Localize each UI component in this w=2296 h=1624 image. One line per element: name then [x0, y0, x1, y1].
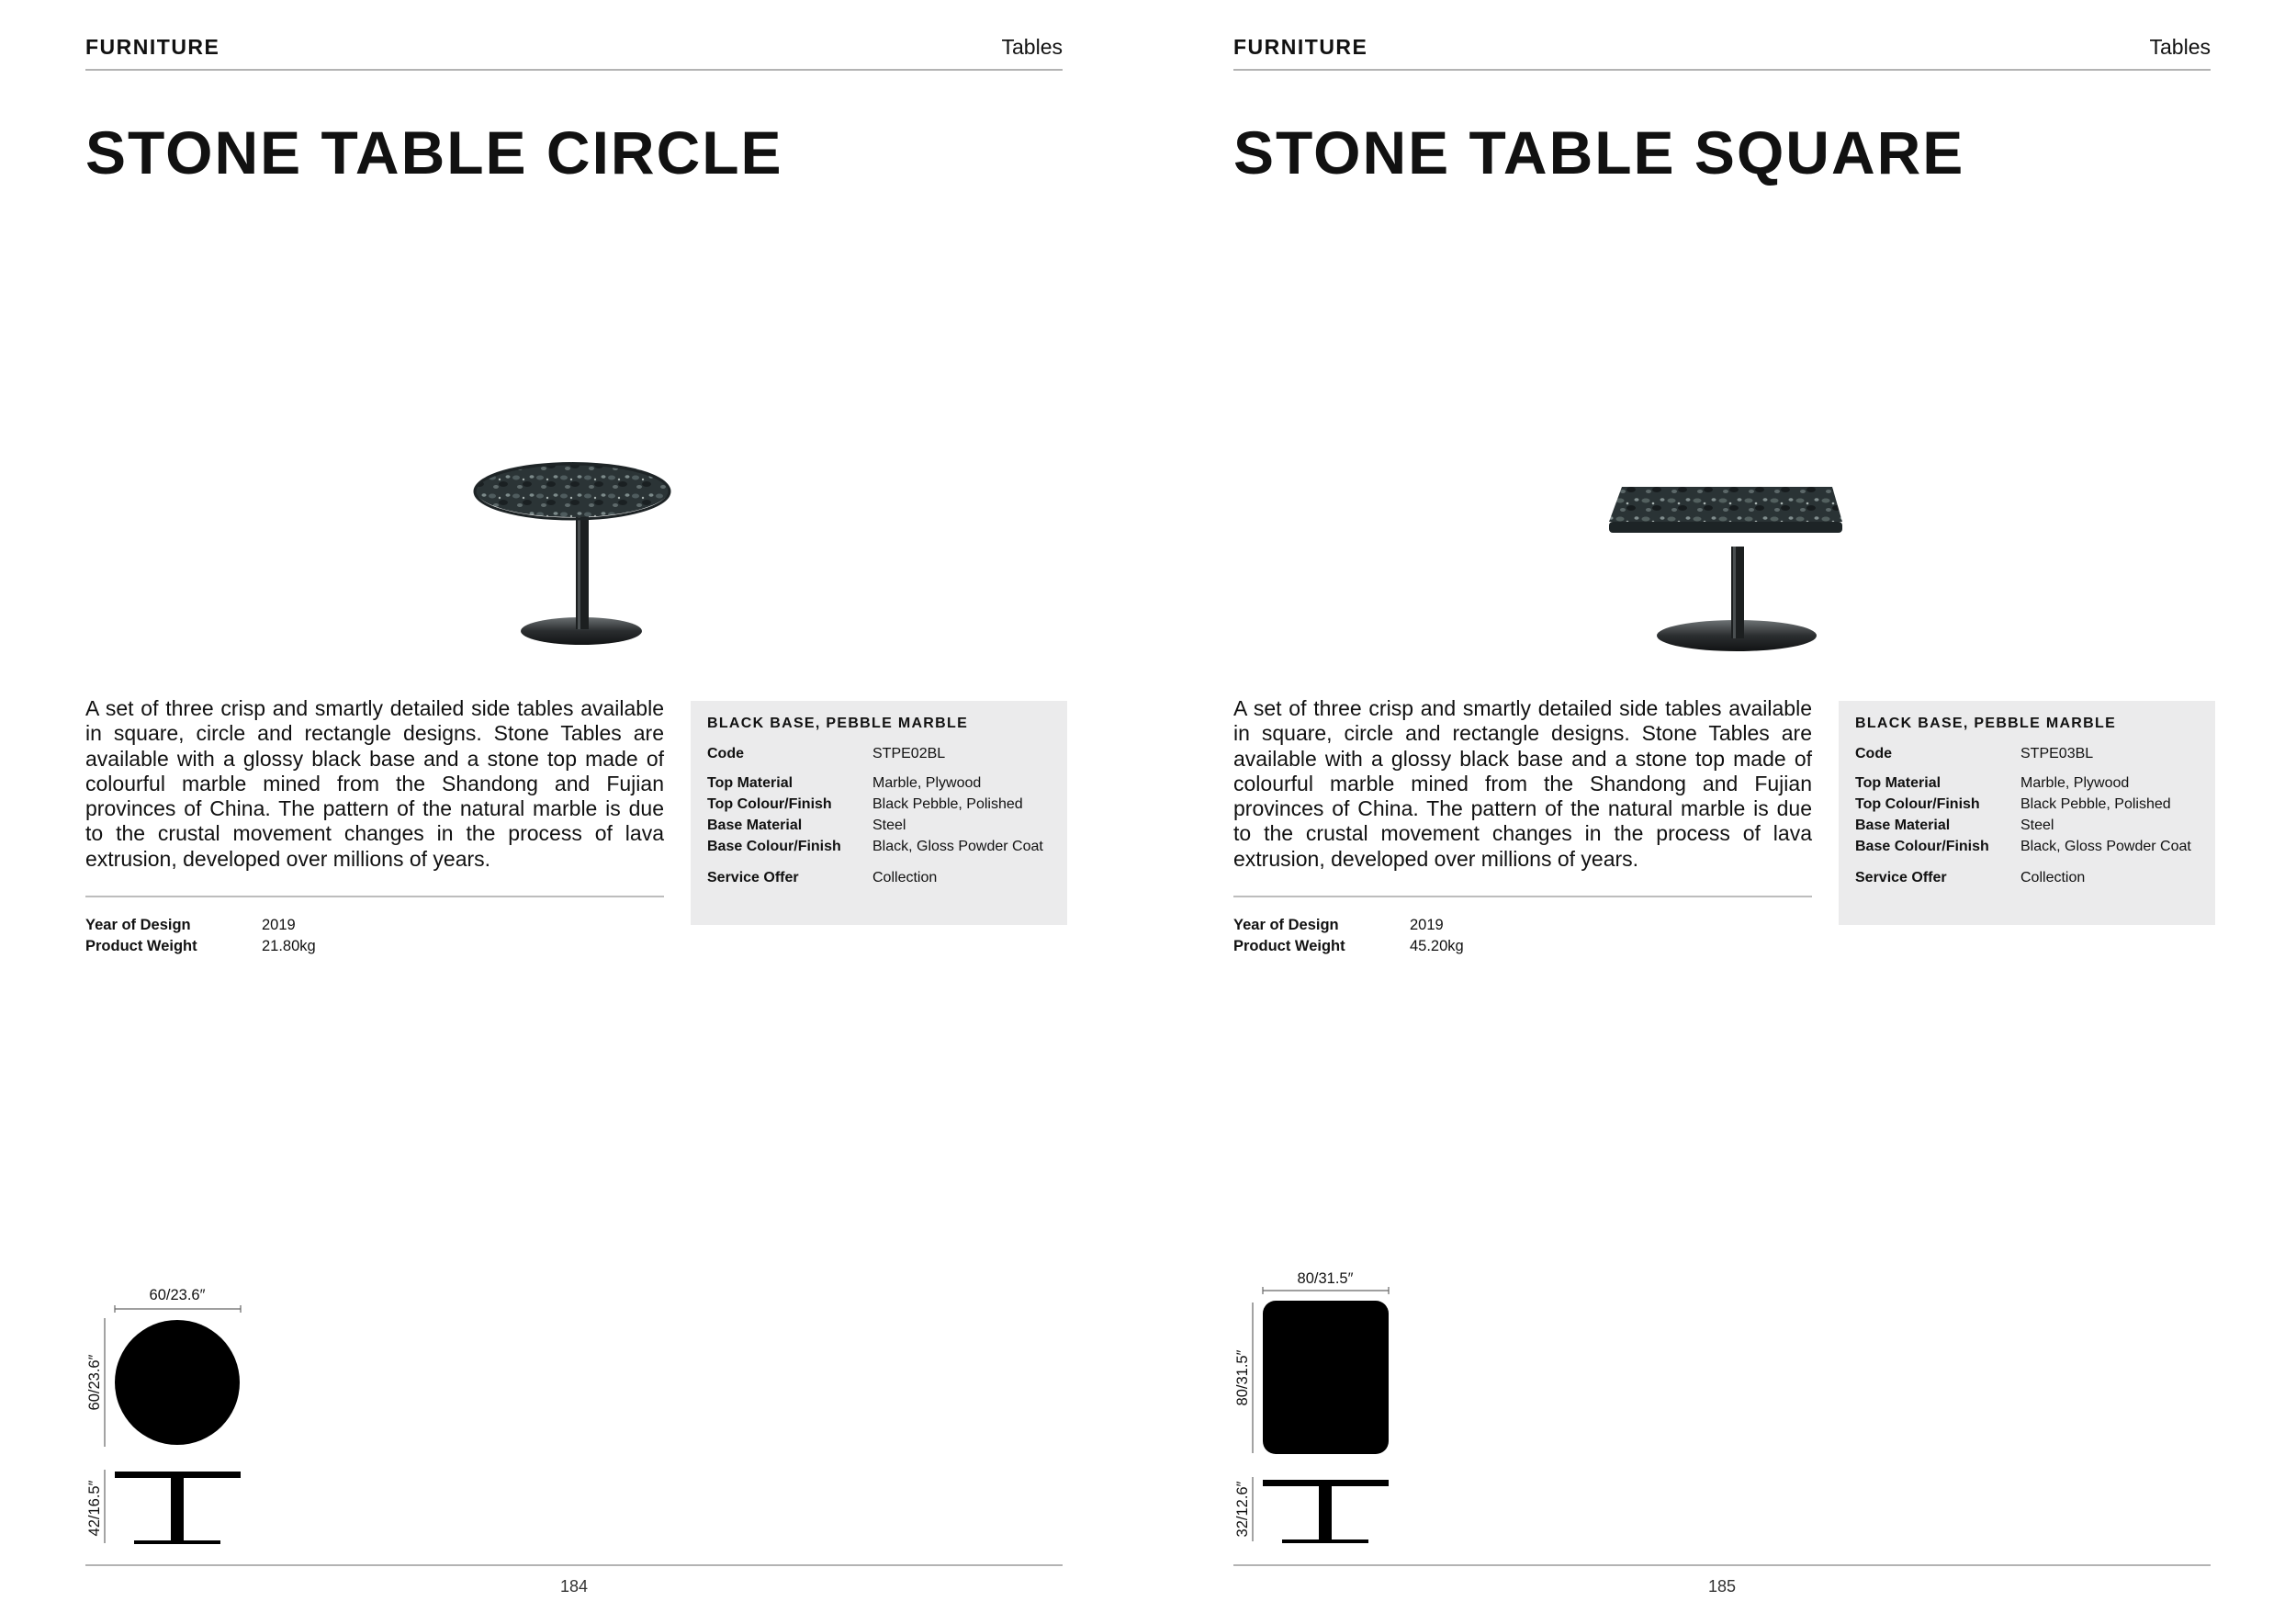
meta-value: 2019 — [262, 917, 296, 933]
round-top-plan-view — [115, 1320, 240, 1445]
dimension-depth-label: 80/31.5″ — [1234, 1349, 1251, 1406]
spec-label: Code — [707, 746, 744, 761]
product-meta — [1233, 915, 1464, 957]
meta-label: Year of Design — [85, 917, 191, 933]
square-table-side-view — [1263, 1480, 1389, 1543]
meta-value: 2019 — [1410, 917, 1444, 933]
spec-label: Service Offer — [707, 870, 799, 885]
spec-label: Code — [1855, 746, 1892, 761]
spec-label: Base Colour/Finish — [1855, 839, 1989, 854]
spec-value: Black, Gloss Powder Coat — [872, 839, 1043, 854]
meta-value: 21.80kg — [262, 938, 316, 954]
spec-value: Steel — [872, 818, 906, 833]
header-category: FURNITURE — [85, 35, 220, 59]
meta-divider — [85, 896, 664, 897]
spec-row-top-colour — [707, 794, 1051, 815]
meta-label: Product Weight — [85, 938, 197, 954]
square-top-plan-view — [1263, 1301, 1389, 1454]
spec-row-base-colour — [707, 836, 1051, 857]
spec-value: Steel — [2020, 818, 2054, 833]
page-number: 185 — [1707, 1577, 1737, 1596]
spec-panel — [691, 701, 1067, 925]
header-section: Tables — [2149, 35, 2211, 59]
spec-value: Black Pebble, Polished — [2020, 796, 2171, 812]
meta-divider — [1233, 896, 1812, 897]
spec-label: Top Material — [707, 775, 793, 791]
dimension-height-label: 42/16.5″ — [86, 1480, 103, 1537]
spec-value: Marble, Plywood — [2020, 775, 2130, 791]
dimension-height-label: 32/12.6″ — [1234, 1481, 1251, 1538]
meta-row-year — [1233, 915, 1464, 936]
meta-label: Product Weight — [1233, 938, 1345, 954]
product-meta — [85, 915, 316, 957]
dimension-width-label: 60/23.6″ — [149, 1287, 206, 1303]
spec-label: Base Material — [707, 818, 803, 833]
round-table-side-view — [115, 1472, 241, 1544]
spec-value: Collection — [2020, 870, 2086, 885]
meta-value: 45.20kg — [1410, 938, 1464, 954]
spec-panel — [1839, 701, 2215, 925]
spec-row-top-colour — [1855, 794, 2199, 815]
dimension-depth-label: 60/23.6″ — [86, 1354, 103, 1411]
spec-row-code — [1855, 743, 2199, 764]
spec-row-base-material — [707, 815, 1051, 836]
spec-row-top-material — [1855, 773, 2199, 794]
product-title: STONE TABLE CIRCLE — [85, 118, 783, 186]
spec-value: Black Pebble, Polished — [872, 796, 1023, 812]
product-photo-square-table — [1589, 478, 1883, 661]
product-title: STONE TABLE SQUARE — [1233, 118, 1965, 186]
meta-row-weight — [85, 936, 316, 957]
spec-value: Black, Gloss Powder Coat — [2020, 839, 2191, 854]
spec-value: STPE02BL — [872, 746, 946, 761]
spec-label: Top Material — [1855, 775, 1941, 791]
spec-label: Base Material — [1855, 818, 1951, 833]
product-photo-round-table — [464, 455, 721, 648]
spec-label: Base Colour/Finish — [707, 839, 841, 854]
footer-divider — [1233, 1564, 2211, 1566]
page-number: 184 — [559, 1577, 589, 1596]
header-section: Tables — [1001, 35, 1063, 59]
dimension-drawing — [73, 1268, 276, 1562]
catalog-page-right — [1148, 0, 2296, 1624]
spec-title: BLACK BASE, PEBBLE MARBLE — [1855, 716, 2117, 731]
header-divider — [85, 69, 1063, 71]
spec-label: Top Colour/Finish — [1855, 796, 1980, 812]
spec-row-service — [707, 867, 1051, 888]
meta-row-year — [85, 915, 316, 936]
spec-title: BLACK BASE, PEBBLE MARBLE — [707, 716, 969, 731]
product-description: A set of three crisp and smartly detailed side tables available in square, circle and rectangle designs. Stone Tables are available with a glossy black base and a stone top made of colourful marble mined from the Shandong and Fujian provinces of China. The pattern of the natural marble is due to the crustal movement changes in the process of lava extrusion, developed over millions of years. — [85, 696, 664, 871]
footer-divider — [85, 1564, 1063, 1566]
dimension-drawing — [1221, 1268, 1424, 1562]
meta-row-weight — [1233, 936, 1464, 957]
spec-row-base-colour — [1855, 836, 2199, 857]
spec-label: Top Colour/Finish — [707, 796, 832, 812]
dimension-width-label: 80/31.5″ — [1297, 1270, 1354, 1287]
spec-label: Service Offer — [1855, 870, 1947, 885]
meta-label: Year of Design — [1233, 917, 1339, 933]
spec-value: Collection — [872, 870, 938, 885]
spec-value: STPE03BL — [2020, 746, 2094, 761]
spec-value: Marble, Plywood — [872, 775, 982, 791]
product-description: A set of three crisp and smartly detailed side tables available in square, circle and rectangle designs. Stone Tables are available with a glossy black base and a stone top made of colourful marble mined from the Shandong and Fujian provinces of China. The pattern of the natural marble is due to the crustal movement changes in the process of lava extrusion, developed over millions of years. — [1233, 696, 1812, 871]
spec-row-top-material — [707, 773, 1051, 794]
spec-row-base-material — [1855, 815, 2199, 836]
spec-row-service — [1855, 867, 2199, 888]
header-divider — [1233, 69, 2211, 71]
spec-row-code — [707, 743, 1051, 764]
header-category: FURNITURE — [1233, 35, 1368, 59]
